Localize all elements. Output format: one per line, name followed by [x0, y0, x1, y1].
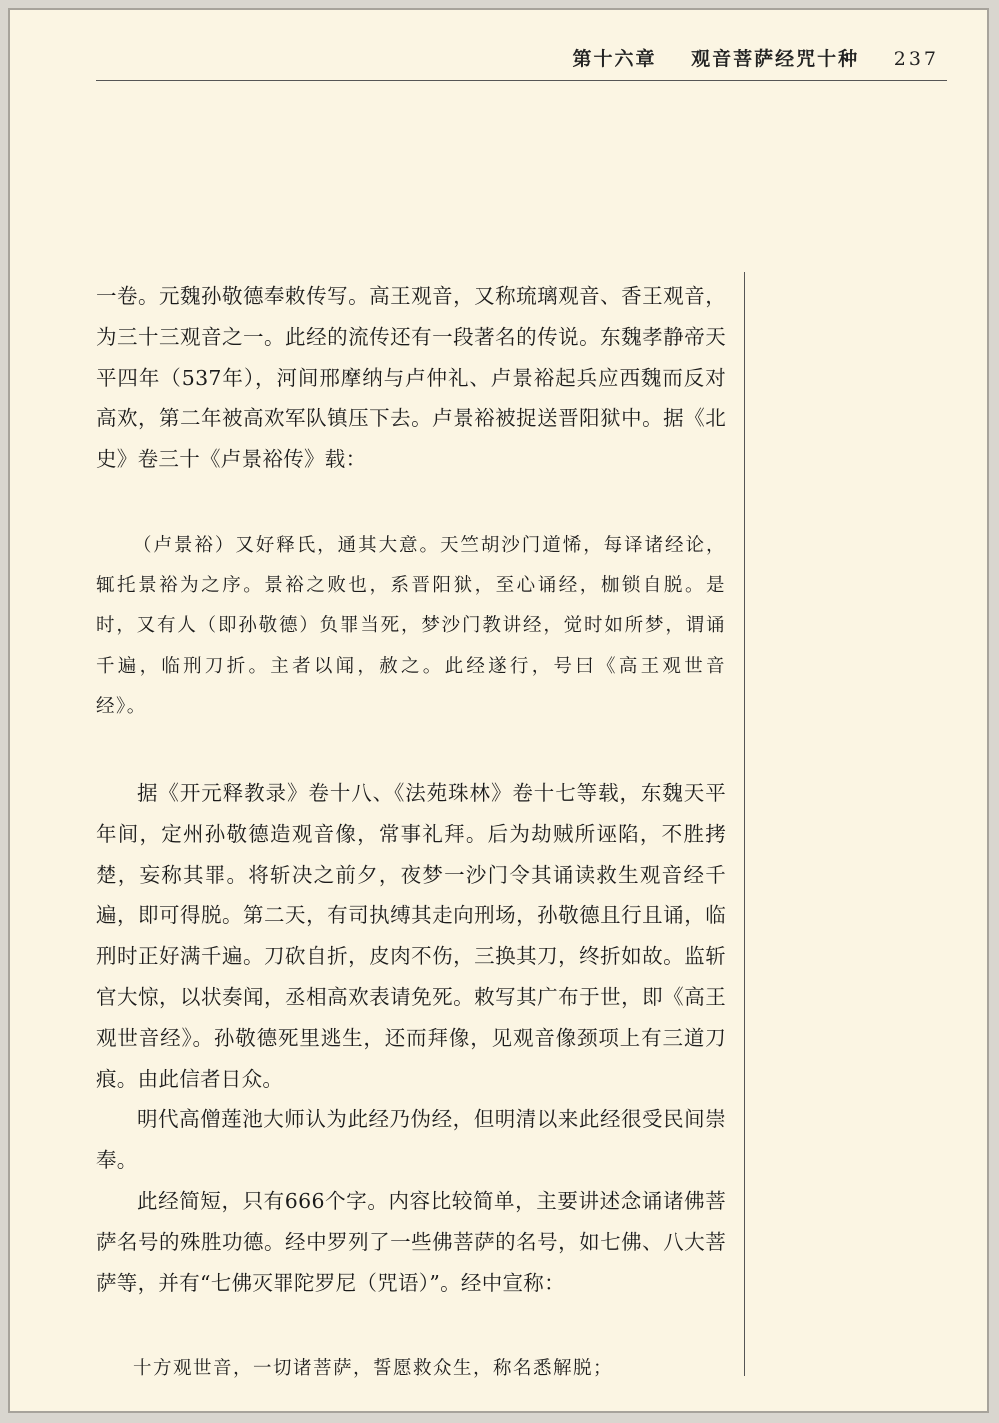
margin-rule	[744, 272, 745, 1376]
block-quote-1: （卢景裕）又好释氏，通其大意。天竺胡沙门道悕，每译诸经论，辄托景裕为之序。景裕之败也，系晋阳狱，至心诵经，枷锁自脱。是时，又有人（即孙敬德）负罪当死，梦沙门教讲经，觉时如所梦，谓诵千遍，临刑刀折。主者以闻，赦之。此经遂行，号曰《高王观世音经》。	[96, 534, 726, 717]
paragraph-2: 据《开元释教录》卷十八、《法苑珠林》卷十七等载，东魏天平年间，定州孙敬德造观音像，常事礼拜。后为劫贼所诬陷，不胜拷楚，妄称其罪。将斩决之前夕，夜梦一沙门令其诵读救生观音经千遍，即可得脱。第二天，有司执缚其走向刑场，孙敬德且行且诵，临刑时正好满千遍。刀砍自折，皮肉不伤，三换其刀，终折如故。监斩官大惊，以状奏闻，丞相高欢表请免死。敕写其广布于世，即《高王观世音经》。孙敬德死里逃生，还而拜像，见观音像颈项上有三道刀痕。由此信者日众。	[96, 781, 726, 1091]
running-header	[10, 44, 939, 78]
chapter-label: 第十六章	[572, 48, 657, 70]
book-page	[8, 8, 989, 1413]
block-quote-2: 十方观世音，一切诸菩萨，誓愿救众生，称名悉解脱；	[133, 1358, 614, 1380]
main-text	[96, 276, 726, 1390]
paragraph-4: 此经简短，只有666个字。内容比较简单，主要讲述念诵诸佛菩萨名号的殊胜功德。经中罗列了一些佛菩萨的名号，如七佛、八大菩萨等，并有“七佛灭罪陀罗尼（咒语）”。经中宣称：	[96, 1188, 726, 1295]
paragraph-3: 明代高僧莲池大师认为此经乃伪经，但明清以来此经很受民间崇奉。	[96, 1107, 726, 1173]
page-number: 237	[893, 48, 939, 70]
paragraph-1: 一卷。元魏孙敬德奉敕传写。高王观音，又称琉璃观音、香王观音，为三十三观音之一。此经的流传还有一段著名的传说。东魏孝静帝天平四年（537年），河间邢摩纳与卢仲礼、卢景裕起兵应西魏而反对高欢，第二年被高欢军队镇压下去。卢景裕被捉送晋阳狱中。据《北史》卷三十《卢景裕传》载：	[96, 284, 726, 472]
header-rule	[96, 80, 947, 81]
chapter-title: 观音菩萨经咒十种	[691, 48, 860, 70]
